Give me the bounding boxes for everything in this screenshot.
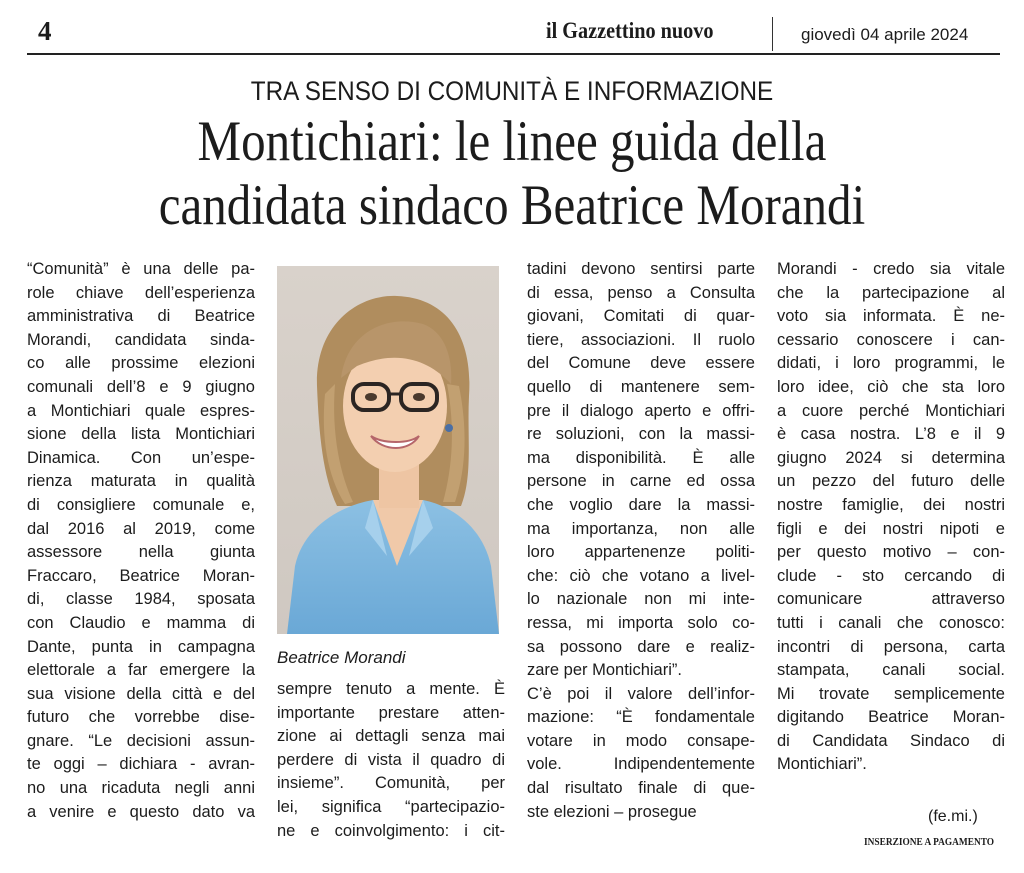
author-signoff: (fe.mi.) xyxy=(928,808,978,825)
body-text-line: “Comunità” è una delle pa- xyxy=(27,260,255,278)
body-text-line: sempre tenuto a mente. È xyxy=(277,680,505,698)
headline-line: candidata sindaco Beatrice Morandi xyxy=(158,174,866,237)
body-text-line: un pezzo del futuro delle xyxy=(777,472,1005,491)
body-text-line: giugno 2024 si determina xyxy=(777,448,1005,467)
body-text-line: di, classe 1984, sposata xyxy=(27,590,255,609)
body-text-line: importante prestare atten- xyxy=(277,703,505,722)
body-text-line: Dinamica. Con un’espe- xyxy=(27,448,255,467)
body-text-line: che voglio dare la massi- xyxy=(527,495,755,514)
body-text-line: co alle prossime elezioni xyxy=(27,354,255,373)
body-text-line: futuro che vorrebbe dise- xyxy=(27,708,255,727)
body-column-1 xyxy=(27,258,255,824)
body-text-line: di consigliere comunale e, xyxy=(27,495,255,514)
body-text-line: a cuore perché Montichiari xyxy=(777,401,1005,420)
body-text-line: sione della lista Montichiari xyxy=(27,425,255,444)
body-text-line: stampata, canali social. xyxy=(777,661,1005,680)
body-text-line: a Montichiari quale espres- xyxy=(27,401,255,420)
headline-line: Montichiari: le linee guida della xyxy=(197,110,827,173)
body-text-line: persone in carne ed ossa xyxy=(527,472,755,491)
body-text-line: zione ai dettagli senza mai xyxy=(277,727,505,746)
body-text-line: comunicare attraverso xyxy=(777,590,1005,609)
body-text-line: di essa, penso a Consulta xyxy=(527,283,755,302)
body-text-line: voto sia informata. È ne- xyxy=(777,307,1005,326)
body-text-line: con Claudio e mamma di xyxy=(27,613,255,632)
body-text-line: cessario conoscere i can- xyxy=(777,330,1005,349)
body-text-line: Montichiari”. xyxy=(777,755,867,774)
body-column-3 xyxy=(527,258,755,824)
body-text-line: tutti i canali che conosco: xyxy=(777,613,1005,632)
body-text-line: ma disponibilità. È alle xyxy=(527,448,755,467)
body-text-line: Morandi, candidata sinda- xyxy=(27,330,255,349)
body-text-line: Dante, punta in campagna xyxy=(27,637,255,656)
masthead: il Gazzettino nuovo xyxy=(546,18,714,43)
body-text-line: lei, significa “partecipazio- xyxy=(277,797,505,816)
body-text-line: del Comune deve essere xyxy=(527,354,755,373)
body-text-line: loro idee, ciò che sta loro xyxy=(777,377,1005,396)
candidate-photo xyxy=(277,266,499,634)
body-column-2 xyxy=(277,678,505,843)
body-text-line: di Candidata Sindaco di xyxy=(777,731,1005,750)
body-text-line: incontri di persona, carta xyxy=(777,637,1005,656)
body-text-line: dal 2016 al 2019, come xyxy=(27,519,255,538)
body-text-line: role chiave dell’esperienza xyxy=(27,283,255,302)
body-text-line: tiere, associazioni. Il ruolo xyxy=(527,330,755,349)
body-text-line: che: ciò che votano a livel- xyxy=(527,566,755,585)
body-text-line: ne e coinvolgimento: i cit- xyxy=(277,821,505,840)
body-text-line: rienza maturata in qualità xyxy=(27,472,255,491)
body-text-line: ste elezioni – prosegue xyxy=(527,802,697,821)
body-text-line: ressa, mi importa solo co- xyxy=(527,613,755,632)
body-text-line: insieme”. Comunità, per xyxy=(277,774,505,793)
body-column-4 xyxy=(777,258,1005,777)
page-number: 4 xyxy=(38,16,52,46)
body-text-line: quello di mantenere sem- xyxy=(527,377,755,396)
body-text-line: no una ricaduta negli anni xyxy=(27,779,255,798)
body-text-line: a venire e questo dato va xyxy=(27,802,255,821)
body-text-line: sa possono dare e realiz- xyxy=(527,637,755,656)
body-text-line: loro appartenenze politi- xyxy=(527,543,755,562)
body-text-line: re soluzioni, con la massi- xyxy=(527,425,755,444)
portrait-illustration xyxy=(277,266,499,634)
body-text-line: te oggi – dichiara - avran- xyxy=(27,755,255,774)
body-text-line: giovani, Comitati di quar- xyxy=(527,307,755,326)
header-rule xyxy=(27,53,1000,55)
body-text-line: elettorale a far emergere la xyxy=(27,661,255,680)
body-text-line: clude - sto cercando di xyxy=(777,566,1005,585)
issue-date: giovedì 04 aprile 2024 xyxy=(801,25,969,44)
body-text-line: tadini devono sentirsi parte xyxy=(527,260,755,278)
photo-caption: Beatrice Morandi xyxy=(277,648,406,667)
body-text-line: figli e dei nostri nipoti e xyxy=(777,519,1005,538)
body-text-line: mazione: “È fondamentale xyxy=(527,708,755,727)
body-text-line: votare in modo consape- xyxy=(527,731,755,750)
page-header xyxy=(0,0,1024,56)
body-text-line: didati, i loro programmi, le xyxy=(777,354,1005,373)
body-text-line: perdere di vista il quadro di xyxy=(277,750,505,769)
body-text-line: lo nazionale non mi inte- xyxy=(527,590,755,609)
body-text-line: ma importanza, non alle xyxy=(527,519,755,538)
article-kicker: TRA SENSO DI COMUNITÀ E INFORMAZIONE xyxy=(250,76,774,106)
body-text-line: Fraccaro, Beatrice Moran- xyxy=(27,566,255,585)
body-text-line: assessore nella giunta xyxy=(27,543,255,562)
body-text-line: C’è poi il valore dell’infor- xyxy=(527,684,755,703)
body-text-line: gnare. “Le decisioni assun- xyxy=(27,731,255,750)
article-headline xyxy=(72,110,953,238)
paid-notice: INSERZIONE A PAGAMENTO xyxy=(864,836,995,848)
body-text-line: pre il dialogo aperto e offri- xyxy=(527,401,755,420)
body-text-line: digitando Beatrice Moran- xyxy=(777,708,1005,727)
body-text-line: dal risultato finale di que- xyxy=(527,779,755,798)
body-text-line: è casa nostra. L’8 e il 9 xyxy=(777,425,1005,444)
body-text-line: amministrativa di Beatrice xyxy=(27,307,255,326)
body-text-line: Mi trovate semplicemente xyxy=(777,684,1005,703)
body-text-line: sua visione della città e del xyxy=(27,684,255,703)
body-text-line: Morandi - credo sia vitale xyxy=(777,260,1005,278)
header-divider xyxy=(772,17,773,51)
body-text-line: per questo motivo – con- xyxy=(777,543,1005,562)
body-text-line: che la partecipazione al xyxy=(777,283,1005,302)
body-text-line: comunali dell’8 e 9 giugno xyxy=(27,377,255,396)
body-text-line: zare per Montichiari”. xyxy=(527,661,682,680)
body-text-line: nostre famiglie, dei nostri xyxy=(777,495,1005,514)
body-text-line: vole. Indipendentemente xyxy=(527,755,755,774)
